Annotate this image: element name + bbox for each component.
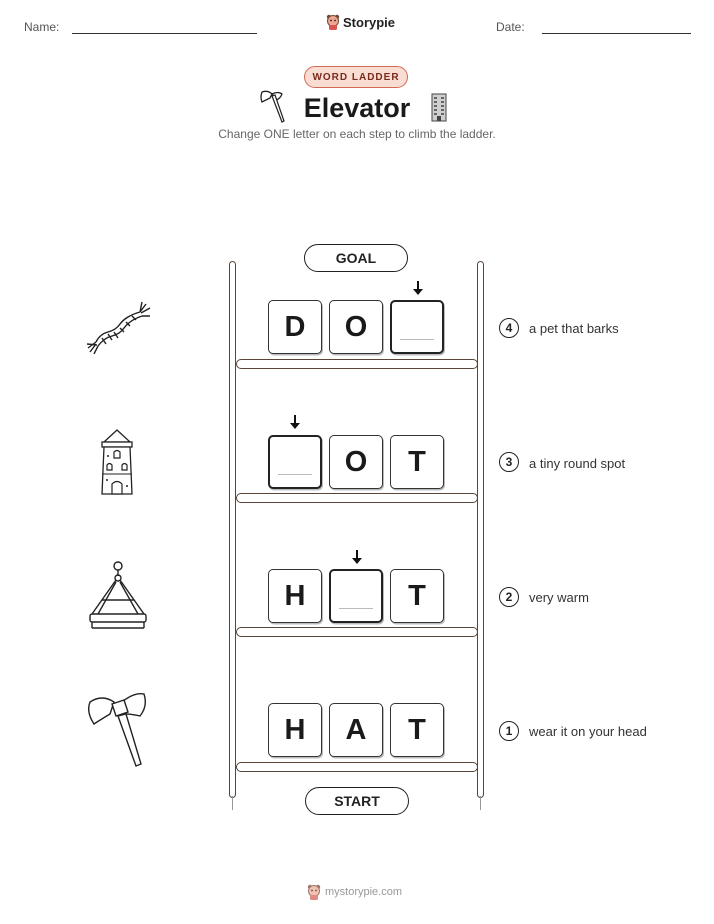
ladder-right-rail: [477, 261, 484, 798]
letter-tile: H: [268, 703, 322, 757]
letter-tile: H: [268, 569, 322, 623]
step-number: 1: [499, 721, 519, 741]
arrow-down-icon: [288, 414, 302, 430]
brand-name: Storypie: [343, 14, 396, 30]
swing-icon: [88, 560, 148, 630]
rope-icon: [84, 300, 152, 354]
clue-text: very warm: [529, 590, 589, 605]
tower-icon: [96, 428, 138, 496]
axe-icon: [88, 690, 150, 770]
ladder-rung: [236, 627, 478, 637]
goal-label: GOAL: [304, 244, 408, 272]
worksheet-title: Elevator: [303, 93, 411, 123]
clue-text: a tiny round spot: [529, 456, 626, 471]
ladder-rung: [236, 762, 478, 772]
date-line[interactable]: [542, 33, 691, 34]
step-number: 2: [499, 587, 519, 607]
footer-url[interactable]: mystorypie.com: [325, 886, 403, 898]
arrow-down-icon: [411, 280, 425, 296]
name-label: Name:: [24, 20, 60, 34]
ladder-rung: [236, 359, 478, 369]
date-label: Date:: [496, 20, 525, 34]
bear-logo-icon: [326, 14, 340, 30]
footer: [307, 884, 402, 900]
letter-tile: T: [390, 703, 444, 757]
ladder-left-rail: [229, 261, 236, 798]
letter-tile: A: [329, 703, 383, 757]
arrow-down-icon: [350, 549, 364, 565]
letter-input-blank[interactable]: [268, 435, 322, 489]
letter-input-blank[interactable]: [329, 569, 383, 623]
step-number: 3: [499, 452, 519, 472]
letter-input-blank[interactable]: [390, 300, 444, 354]
letter-tile: O: [329, 300, 383, 354]
bear-logo-icon: [307, 884, 321, 900]
letter-tile: T: [390, 569, 444, 623]
letter-tile: T: [390, 435, 444, 489]
ladder-rung: [236, 493, 478, 503]
letter-tile: O: [329, 435, 383, 489]
clue-text: wear it on your head: [529, 724, 647, 739]
start-label: START: [305, 787, 409, 815]
instructions: Change ONE letter on each step to climb the ladder.: [218, 127, 496, 141]
building-title-icon: [430, 92, 448, 122]
clue-text: a pet that barks: [529, 321, 619, 336]
letter-tile: D: [268, 300, 322, 354]
word-ladder-badge: WORD LADDER: [304, 66, 408, 88]
name-line[interactable]: [72, 33, 257, 34]
brand-logo: [326, 14, 395, 30]
step-number: 4: [499, 318, 519, 338]
rail-foot-right: [480, 796, 481, 810]
rail-foot-left: [232, 796, 233, 810]
